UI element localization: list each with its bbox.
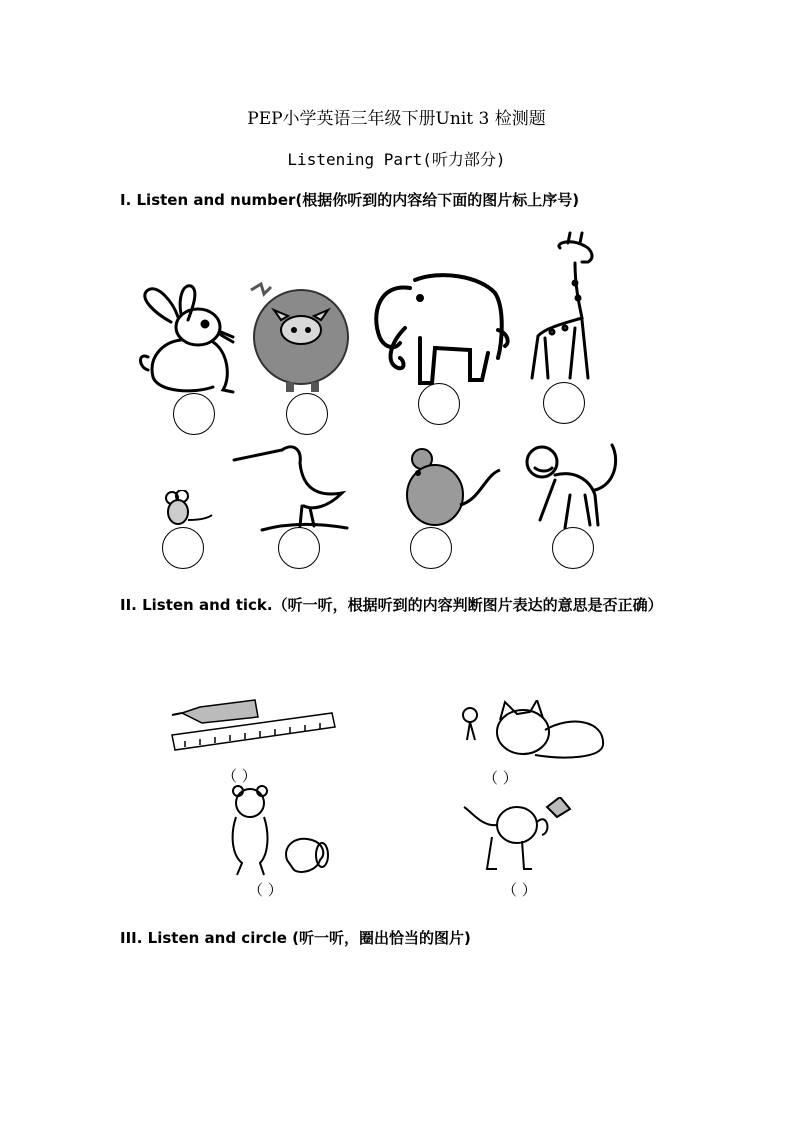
- monkey-icon: [520, 440, 625, 532]
- elephant-icon: [370, 268, 520, 390]
- page-subtitle: Listening Part(听力部分): [287, 150, 506, 169]
- section-1-heading: I. Listen and number(根据你听到的内容给下面的图片标上序号): [120, 191, 580, 209]
- answer-circle-5[interactable]: [162, 527, 204, 569]
- answer-circle-8[interactable]: [552, 527, 594, 569]
- answer-circle-7[interactable]: [410, 527, 452, 569]
- answer-paren-2[interactable]: （ ）: [483, 769, 518, 787]
- bird-icon: [232, 438, 352, 533]
- elephant-bird-icon: [462, 797, 577, 879]
- small-mouse-icon: [160, 490, 215, 530]
- pencil-ruler-icon: [170, 695, 338, 753]
- answer-paren-4[interactable]: （ ）: [502, 881, 537, 899]
- giraffe-icon: [520, 228, 605, 388]
- page-title: PEP小学英语三年级下册Unit 3 检测题: [247, 109, 546, 129]
- cat-mouse-icon: [455, 700, 610, 760]
- mouse-icon: [390, 445, 505, 530]
- answer-circle-3[interactable]: [418, 383, 460, 425]
- rabbit-icon: [133, 282, 238, 397]
- answer-circle-1[interactable]: [173, 393, 215, 435]
- section-2-heading: II. Listen and tick.（听一听，根据听到的内容判断图片表达的意思是否正确）: [120, 596, 663, 614]
- answer-paren-3[interactable]: （ ）: [248, 881, 283, 899]
- answer-circle-2[interactable]: [286, 393, 328, 435]
- bear-dog-icon: [222, 785, 337, 881]
- section-3-heading: III. Listen and circle (听一听，圈出恰当的图片): [120, 929, 471, 947]
- answer-paren-1[interactable]: （ ）: [222, 767, 257, 785]
- answer-circle-4[interactable]: [543, 382, 585, 424]
- pig-icon: [246, 282, 356, 394]
- answer-circle-6[interactable]: [278, 527, 320, 569]
